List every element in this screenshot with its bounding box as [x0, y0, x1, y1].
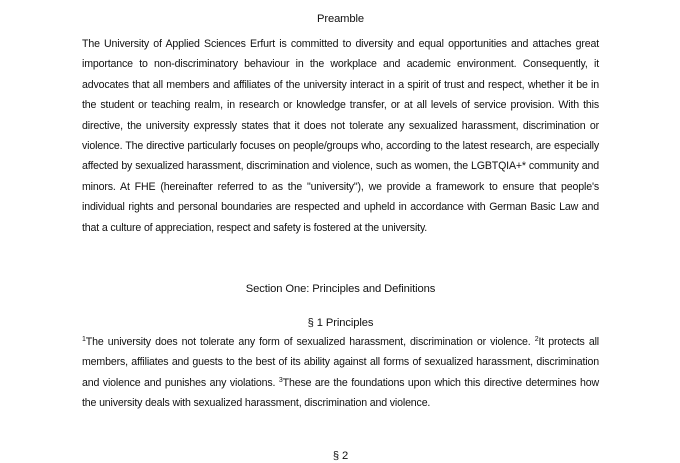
sentence-text: These are the foundations upon which this directive determines how the university deals with sexualized harassment, discrimination and violence.: [82, 376, 599, 410]
sentence-text: It protects all members, affiliates and guests to the best of its ability against all forms of sexualized harassment, discrimination and violence and punishes any violations.: [82, 336, 600, 389]
paragraph-2-heading: § 2: [332, 450, 349, 462]
paragraph-1-heading: § 1 Principles: [307, 317, 374, 329]
sentence-text: The university does not tolerate any form of sexualized harassment, discrimination or violence.: [85, 336, 535, 348]
preamble-text: The University of Applied Sciences Erfurt is committed to diversity and equal opportunities and attaches great importance to non-discriminatory behaviour in the workplace and academic environment. Consequently, it advocates that all members and affiliates of the university interact in a spirit of trust and respect, whether it be in the student or teaching realm, in research or knowledge transfer, or at all levels of service provision. With this directive, the university expressly states that it does not tolerate any sexualized harassment, discrimination or violence. The directive particularly focuses on people/groups who, according to the latest research, are especially affected by sexualized harassment, discrimination and violence, such as women, the LGBTQIA+* community and minors. At FHE (hereinafter referred to as the "university"), we provide a framework to ensure that people's individual rights and personal boundaries are respected and upheld in accordance with German Basic Law and that a culture of appreciation, respect and safety is fostered at the university.: [82, 38, 599, 234]
sentence-number: 3: [278, 376, 283, 384]
section-one-heading: Section One: Principles and Definitions: [245, 283, 436, 295]
paragraph-1-text: [82, 332, 599, 414]
sentence-number: 2: [534, 336, 539, 343]
sentence-number: 1: [82, 336, 86, 343]
preamble-heading: Preamble: [316, 13, 365, 25]
